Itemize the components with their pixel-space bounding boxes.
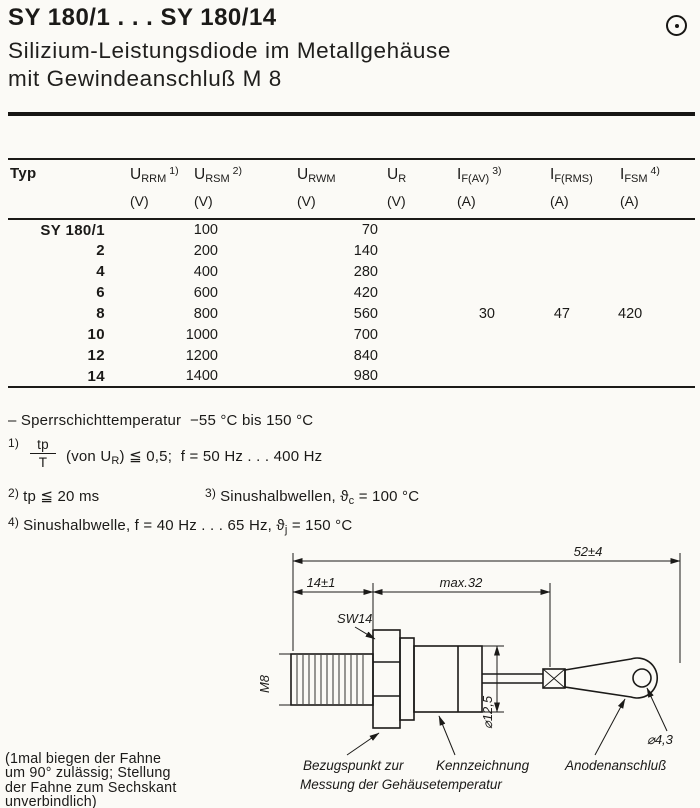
unit-ifsm: (A) [618,193,695,219]
dimension-drawing [243,543,698,806]
fraction-numerator: tp [30,437,56,454]
cell-ifsm [618,324,695,345]
col-header-ur [385,159,455,193]
hdr-sym: U [130,166,142,183]
footnote-3-tail: = 100 °C [354,488,420,505]
footnote-2-text: tp ≦ 20 ms [23,488,100,505]
cell-typ: SY 180/1 [40,221,105,239]
hex-nut [373,630,400,728]
diode-body [414,646,482,712]
cell-ifav: 30 [478,305,495,322]
footnote-3-marker: 3) [205,486,217,500]
col-header-typ: Typ [10,165,37,182]
cell-ifav [455,366,548,387]
footnote-3-text: Sinushalbwellen, ϑ [220,488,349,505]
cell-ifsm [618,282,695,303]
table-row [8,345,695,366]
col-header-urrm [128,159,192,193]
cell-ifrms [548,261,618,282]
table-row [8,240,695,261]
cell-ifrms [548,324,618,345]
cell-urwm-ur: 560 [353,305,378,322]
cell-ifav [455,261,548,282]
circled-dot-icon [666,15,687,36]
subtitle-line-1: Silizium-Leistungsdiode im Metallgehäuse [8,38,451,63]
footnote-4 [8,515,352,536]
footnote-1-marker: 1) [8,436,20,450]
cell-ifsm [618,240,695,261]
table-row [8,219,695,240]
footnote-1-mid: (von U [66,448,112,465]
note-line: (1mal biegen der Fahne [5,751,162,767]
hdr-sub: F(AV) [461,173,490,185]
unit-urwm: (V) [295,193,385,219]
title-divider [8,112,695,116]
thread-size-label: M8 [257,674,272,694]
page-title: SY 180/1 . . . SY 180/14 [8,4,277,31]
table-row [8,303,695,324]
cell-ifav [455,324,548,345]
cell-ifav [455,345,548,366]
icon-center-dot [675,24,679,28]
hdr-sym: U [297,166,309,183]
tp-over-T-fraction [30,437,56,470]
hdr-sym: U [387,166,399,183]
hdr-sub: RSM [205,173,230,185]
cell-typ: 14 [87,367,105,385]
cell-urrm-ursm: 800 [193,305,218,322]
cell-ifrms [548,282,618,303]
footnote-1-tail: ) ≦ 0,5; f = 50 Hz . . . 400 Hz [119,448,323,465]
footnote-2 [8,488,99,505]
col-header-urwm [295,159,385,193]
col-header-ifrms [548,159,618,193]
cell-urrm-ursm: 400 [193,263,218,280]
note-line: um 90° zulässig; Stellung [5,765,171,782]
cell-urrm-ursm: 1200 [185,347,218,364]
cell-ifsm [618,219,695,240]
cell-ifrms: 47 [553,305,570,322]
col-header-ifav [455,159,548,193]
unit-urrm: (V) [128,193,192,219]
terminal-hole [633,669,651,687]
cell-ifrms [548,366,618,387]
caption-reference-point-line1: Bezugspunkt zur [303,758,404,773]
col-header-ifsm [618,159,695,193]
cell-urrm-ursm: 200 [193,242,218,259]
table-units-row [8,193,695,219]
cell-urwm-ur: 840 [353,347,378,364]
dim-overall-label: 52±4 [573,544,603,559]
table-row [8,366,695,387]
table-row [8,324,695,345]
hdr-sym: I [457,166,462,183]
hdr-sub: F(RMS) [554,173,593,185]
footnote-1-text [66,447,322,467]
unit-ifav: (A) [455,193,548,219]
cell-ifav [455,240,548,261]
footnote-2-marker: 2) [8,486,20,500]
cell-ifsm [618,366,695,387]
cell-typ: 2 [96,242,105,259]
hdr-sym: I [620,166,625,183]
subscript-c: c [348,495,355,507]
unit-ur: (V) [385,193,455,219]
note-line: unverbindlich) [5,793,97,808]
cell-ifav [455,282,548,303]
hdr-sub: R [398,173,407,185]
subscript-j: j [284,524,288,536]
footnote-3 [205,486,419,507]
subtitle-line-2: mit Gewindeanschluß M 8 [8,66,282,91]
cell-ifsm: 420 [618,305,643,322]
hdr-sup: 2) [232,165,242,177]
footnote-4-tail: = 150 °C [287,517,353,534]
caption-reference-point-line2: Messung der Gehäusetemperatur [300,777,502,792]
fraction-denominator: T [38,455,48,470]
caption-marking: Kennzeichnung [436,758,530,773]
hdr-sup: 3) [492,165,502,177]
footnotes-2-3 [8,486,696,505]
footnote-1 [8,437,588,477]
cell-urwm-ur: 420 [353,284,378,301]
cell-typ: 12 [87,347,105,364]
cell-urwm-ur: 280 [353,263,378,280]
dim-body-label: max.32 [439,575,483,590]
diode-outline [291,630,657,728]
cell-urwm-ur: 700 [353,326,378,343]
cell-urwm-ur: 70 [361,222,378,238]
thread-hatching [297,655,565,704]
body-flange [400,638,414,720]
hdr-sub: FSM [624,173,648,185]
cell-ifrms [548,240,618,261]
flag-terminal [565,658,657,698]
cell-ifrms [548,345,618,366]
flag-bending-note [5,752,177,808]
cell-ifrms [548,219,618,240]
table-row [8,282,695,303]
cell-ifav [455,219,548,240]
note-line: der Fahne zum Sechskant [5,779,177,796]
caption-anode-connection: Anodenanschluß [565,758,667,773]
table-row [8,261,695,282]
hdr-sup: 1) [169,165,179,177]
cell-typ: 8 [96,305,105,322]
cell-ifsm [618,345,695,366]
footnote-4-marker: 4) [8,515,20,529]
col-header-ursm [192,159,295,193]
unit-blank [8,193,128,219]
hole-diameter-label: ⌀4,3 [647,732,673,747]
hdr-sym: I [550,166,555,183]
cell-urrm-ursm: 600 [193,284,218,301]
dim-stud-label: 14±1 [306,575,336,590]
cell-typ: 6 [96,284,105,301]
cell-typ: 4 [96,263,105,280]
cell-urwm-ur: 140 [353,242,378,259]
unit-ursm: (V) [192,193,295,219]
cell-urrm-ursm: 1000 [185,326,218,343]
wrench-size-label: SW14 [337,611,373,626]
table-header-row [8,159,695,193]
cell-urwm-ur: 980 [353,368,378,384]
footnote-4-text: Sinushalbwelle, f = 40 Hz . . . 65 Hz, ϑ [23,517,285,534]
cell-urrm-ursm: 1400 [185,368,218,384]
hdr-sub: RRM [141,173,167,185]
hdr-sub: RWM [308,173,336,185]
hdr-sym: U [194,166,206,183]
subscript-R: R [111,455,120,467]
body-diameter-label: ⌀12,5 [480,695,495,729]
cell-ifsm [618,261,695,282]
cell-urrm-ursm: 100 [193,222,218,238]
cell-typ: 10 [87,326,105,343]
unit-ifrms: (A) [548,193,618,219]
hdr-sup: 4) [650,165,660,177]
ratings-table [8,158,695,388]
junction-temp-note: – Sperrschichttemperatur −55 °C bis 150 °C [8,412,314,429]
